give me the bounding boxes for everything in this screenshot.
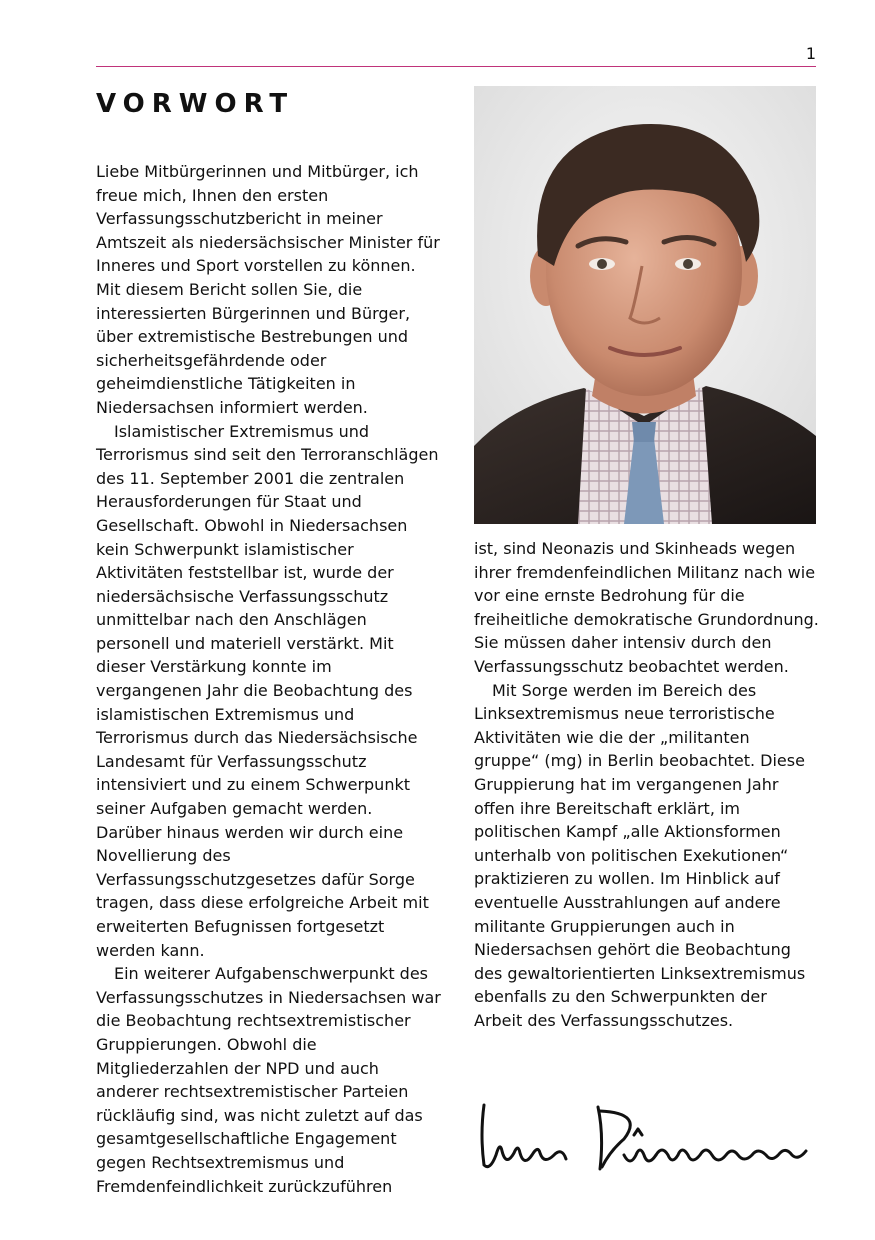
top-rule xyxy=(96,66,816,67)
paragraph-right-extremism: Ein weiterer Aufgabenschwerpunkt des Verfassungsschutzes in Niedersachsen war die Beobachtung rechtsextremistischer Gruppierungen. Obwohl die Mitgliederzahlen der NPD und auch anderer rechtsextremistischer Parteien rückläufig sind, was nicht zuletzt auf das gesamtgesellschaftliche Engagement gegen Rechtsextremismus und Fremdenfeindlichkeit zurückzuführen xyxy=(96,964,441,1196)
right-text-column xyxy=(474,537,819,1032)
paragraph-greeting: Liebe Mitbürgerinnen und Mitbürger, ich freue mich, Ihnen den ersten Verfassungsschutzbericht in meiner Amtszeit als niedersächsischer Minister für Inneres und Sport vorstellen zu können. Mit diesem Bericht sollen Sie, die interessierten Bürgerinnen und Bürger, über extremistische Bestrebungen und sicherheitsgefährdende oder geheimdienstliche Tätigkeiten in Niedersachsen informiert werden. xyxy=(96,162,440,417)
handwritten-signature xyxy=(474,1095,819,1180)
paragraph-left-extremism: Mit Sorge werden im Bereich des Linksextremismus neue terroristische Aktivitäten wie die der „militanten gruppe“ (mg) in Berlin beobachtet. Diese Gruppierung hat im vergangenen Jahr offen ihre Bereitschaft erklärt, im politischen Kampf „alle Aktionsformen unterhalb von politischen Exekutionen“ praktizieren zu wollen. Im Hinblick auf eventuelle Ausstrahlungen auf andere militante Gruppierungen auch in Niedersachsen gehört die Beobachtung des gewaltorientierten Linksextremismus ebenfalls zu den Schwerpunkten der Arbeit des Verfassungsschutzes. xyxy=(474,680,806,1030)
left-text-column xyxy=(96,160,441,1198)
paragraph-right-extremism-continued: ist, sind Neonazis und Skinheads wegen ihrer fremdenfeindlichen Militanz nach wie vor eine ernste Bedrohung für die freiheitliche demokratische Grundordnung. Sie müssen daher intensiv durch den Verfassungsschutz beobachtet werden. xyxy=(474,539,819,676)
page-title: VORWORT xyxy=(96,89,295,119)
page-number: 1 xyxy=(805,44,816,63)
portrait-photo xyxy=(474,86,816,524)
paragraph-islamism: Islamistischer Extremismus und Terrorismus sind seit den Terroranschlägen des 11. September 2001 die zentralen Herausforderungen für Staat und Gesellschaft. Obwohl in Niedersachsen kein Schwerpunkt islamistischer Aktivitäten feststellbar ist, wurde der niedersächsische Verfassungsschutz unmittelbar nach den Anschlägen personell und materiell verstärkt. Mit dieser Verstärkung konnte im vergangenen Jahr die Beobachtung des islamistischen Extremismus und Terrorismus durch das Niedersächsische Landesamt für Verfassungsschutz intensiviert und zu einem Schwerpunkt seiner Aufgaben gemacht werden. Darüber hinaus werden wir durch eine Novellierung des Verfassungsschutzgesetzes dafür Sorge tragen, dass diese erfolgreiche Arbeit mit erweiterten Befugnissen fortgesetzt werden kann. xyxy=(96,421,439,960)
